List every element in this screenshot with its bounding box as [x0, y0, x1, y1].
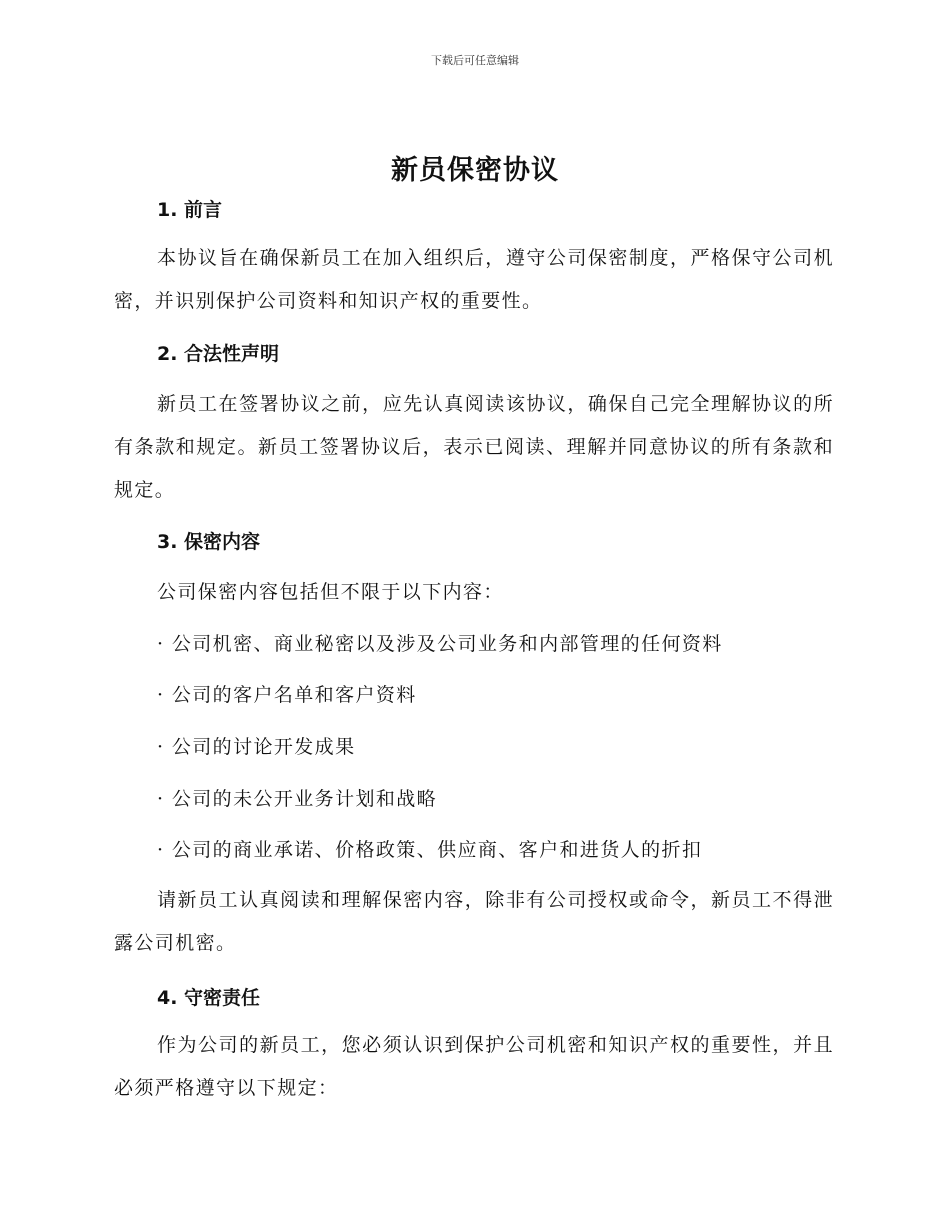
list-item: · 公司的客户名单和客户资料 [157, 684, 417, 706]
list-item: · 公司机密、商业秘密以及涉及公司业务和内部管理的任何资料 [157, 633, 723, 655]
section-heading: 3. 保密内容 [157, 531, 261, 553]
section-4-heading-block [114, 984, 834, 1012]
bullet-item-1 [114, 630, 834, 658]
section-paragraph: 作为公司的新员工，您必须认识到保护公司机密和知识产权的重要性，并且必须严格遵守以下规定： [114, 1034, 834, 1099]
section-closing: 请新员工认真阅读和理解保密内容，除非有公司授权或命令，新员工不得泄露公司机密。 [114, 889, 834, 954]
bullet-item-4 [114, 785, 834, 813]
section-4-paragraph-block [114, 1024, 834, 1110]
bullet-item-5 [114, 836, 834, 864]
section-2-paragraph-block [114, 383, 834, 512]
section-intro: 公司保密内容包括但不限于以下内容： [157, 581, 504, 603]
list-item: · 公司的商业承诺、价格政策、供应商、客户和进货人的折扣 [157, 839, 703, 861]
bullet-item-2 [114, 681, 834, 709]
document-title: 新员保密协议 [391, 155, 559, 186]
section-3-heading-block [114, 528, 834, 556]
section-3-intro-block [114, 578, 834, 606]
list-item: · 公司的未公开业务计划和战略 [157, 788, 438, 810]
section-2-heading-block [114, 340, 834, 368]
section-paragraph: 新员工在签署协议之前，应先认真阅读该协议，确保自己完全理解协议的所有条款和规定。新员工签署协议后，表示已阅读、理解并同意协议的所有条款和规定。 [114, 393, 834, 501]
list-item: · 公司的讨论开发成果 [157, 736, 356, 758]
section-heading: 4. 守密责任 [157, 987, 261, 1009]
page-header-note: 下载后可任意编辑 [431, 54, 519, 67]
section-heading: 1. 前言 [157, 199, 223, 221]
section-3-closing-block [114, 879, 834, 965]
section-heading: 2. 合法性声明 [157, 343, 280, 365]
section-1-paragraph-block [114, 237, 834, 323]
bullet-item-3 [114, 733, 834, 761]
section-paragraph: 本协议旨在确保新员工在加入组织后，遵守公司保密制度，严格保守公司机密，并识别保护公司资料和知识产权的重要性。 [114, 247, 834, 312]
section-1-heading-block [114, 196, 834, 224]
